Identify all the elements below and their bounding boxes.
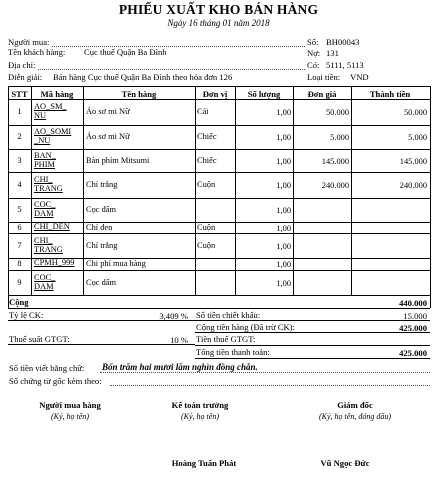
row-code-line1: CHI_ xyxy=(34,175,53,184)
table-header-border xyxy=(8,99,430,100)
row-item-name: Chỉ đen xyxy=(86,223,113,232)
credit-label: Có: xyxy=(307,60,320,70)
col-header-amount: Thành tiền xyxy=(369,89,411,99)
row-unit: Cuộn xyxy=(197,241,216,250)
row-stt: 6 xyxy=(17,223,22,232)
row-stt: 4 xyxy=(17,180,22,189)
row-code-line2: NU xyxy=(34,111,47,120)
row-stt: 7 xyxy=(17,241,22,250)
col-header-code: Mã hàng xyxy=(40,89,74,99)
row-stt: 1 xyxy=(17,107,22,116)
row-unit-price: 50.000 xyxy=(325,108,349,117)
vat-amount-label: Tiền thuế GTGT: xyxy=(196,334,256,344)
credit-value: 5111, 5113 xyxy=(326,60,364,70)
row-quantity: 1,00 xyxy=(276,224,291,233)
row-unit: Chiếc xyxy=(197,132,217,141)
attached-docs-label: Số chứng từ gốc kèm theo: xyxy=(9,376,102,386)
row-unit: Cuộn xyxy=(197,223,216,232)
signer-accountant-role: Kế toán trưởng xyxy=(171,400,229,410)
explain-label: Diễn giải: xyxy=(8,72,43,82)
signer-accountant-note: (Ký, họ tên) xyxy=(181,412,219,421)
col-header-name: Tên hàng xyxy=(121,89,157,99)
row-unit-price: 240.000 xyxy=(321,181,349,190)
row-unit: Cuộn xyxy=(197,180,216,189)
explain-value: Bán hàng Cục thuế Quận Ba Đình theo hóa đơn 126 xyxy=(53,72,233,82)
column-divider xyxy=(195,86,196,295)
col-header-stt: STT xyxy=(11,89,28,99)
row-amount: 50.000 xyxy=(403,108,427,117)
row-item-name: Áo sơ mi Nữ xyxy=(86,132,130,141)
amount-in-words-value: Bốn trăm hai mươi lăm nghìn đồng chẵn. xyxy=(102,362,258,372)
debit-label: Nợ: xyxy=(307,48,321,58)
vat-rate-value: 10 % xyxy=(170,335,188,345)
debit-value: 131 xyxy=(326,48,339,58)
row-code-line1: COC_ xyxy=(34,200,56,209)
row-quantity: 1,00 xyxy=(276,279,291,288)
table-top-border xyxy=(8,86,430,87)
row-code: CPMH_999 xyxy=(34,258,75,267)
address-label: Địa chỉ: xyxy=(8,60,36,70)
ck-rate-value: 3,409 % xyxy=(159,311,188,321)
row-quantity: 1,00 xyxy=(276,181,291,190)
signer-buyer-role: Người mua hàng xyxy=(39,400,101,410)
currency-label: Loại tiền: xyxy=(307,72,341,82)
signer-director-note: (Ký, họ tên, đóng dấu) xyxy=(319,412,391,421)
row-code-line1: BAN_ xyxy=(34,151,56,160)
customer-value: Cục thuế Quận Ba Đình xyxy=(84,47,167,57)
grand-total-underline xyxy=(195,358,430,359)
total-right-border xyxy=(430,295,431,308)
row-item-name: Chỉ trắng xyxy=(86,180,118,189)
row-item-name: Cọc đấm xyxy=(86,205,117,214)
column-divider xyxy=(351,86,352,295)
column-divider xyxy=(293,86,294,295)
row-item-name: Chi phí mua hàng xyxy=(86,259,146,268)
total-label: Cộng xyxy=(9,297,29,307)
total-value: 440.000 xyxy=(399,298,427,308)
col-header-unit: Đơn vị xyxy=(202,89,228,99)
row-divider xyxy=(8,125,430,126)
amount-in-words-label: Số tiền viết bằng chữ: xyxy=(9,363,85,373)
row-code-line2: PHIM xyxy=(34,160,55,169)
row-divider xyxy=(8,270,430,271)
row-quantity: 1,00 xyxy=(276,133,291,142)
row-code-line2: DAM xyxy=(34,209,54,218)
row-stt: 9 xyxy=(17,278,22,287)
row-code-line1: COC_ xyxy=(34,273,56,282)
column-divider xyxy=(430,86,431,295)
buyer-label: Người mua: xyxy=(8,37,50,47)
row-stt: 2 xyxy=(17,132,22,141)
signer-accountant-name: Hoàng Tuấn Phát xyxy=(171,458,237,468)
number-value: BH00043 xyxy=(326,37,360,47)
row-quantity: 1,00 xyxy=(276,206,291,215)
col-header-qty: Số lượng xyxy=(247,89,281,99)
row-divider xyxy=(8,172,430,173)
ck-amount-label: Số tiền chiết khấu: xyxy=(196,310,261,320)
total-row-border xyxy=(8,308,430,309)
row-item-name: Bàn phím Mitsumi xyxy=(86,156,150,165)
ck-amount-value: 15.000 xyxy=(403,311,427,321)
signer-buyer-note: (Ký, họ tên) xyxy=(51,412,89,421)
row-code: CHI_DEN xyxy=(34,222,70,231)
vat-rate-label: Thuế suất GTGT: xyxy=(9,334,70,344)
row-code-line1: AO_SOMI xyxy=(34,127,72,136)
col-header-price: Đơn giá xyxy=(307,89,337,99)
row-amount: 5.000 xyxy=(408,133,427,142)
row-divider xyxy=(8,198,430,199)
currency-value: VND xyxy=(350,72,369,82)
row-item-name: Chỉ trắng xyxy=(86,241,118,250)
table-bottom-border xyxy=(8,295,430,296)
words-dotted-line xyxy=(100,372,430,373)
row-item-name: Cọc dấm xyxy=(86,278,117,287)
row-code-line1: AO_SM_ xyxy=(34,102,67,111)
grand-total-label: Tổng tiền thanh toán: xyxy=(196,347,270,357)
row-unit-price: 145.000 xyxy=(321,157,349,166)
row-stt: 3 xyxy=(17,156,22,165)
row-quantity: 1,00 xyxy=(276,157,291,166)
vat-amount-underline xyxy=(195,345,430,346)
row-amount: 145.000 xyxy=(399,157,427,166)
row-code-line2: TRANG xyxy=(34,245,63,254)
document-date: Ngày 16 tháng 01 năm 2018 xyxy=(167,18,270,28)
row-code-line2: _NU xyxy=(34,136,51,145)
row-code-line2: DAM xyxy=(34,282,54,291)
row-unit-price: 5.000 xyxy=(330,133,349,142)
row-stt: 8 xyxy=(17,259,22,268)
column-divider xyxy=(31,86,32,295)
number-label: Số: xyxy=(307,37,319,47)
row-item-name: Áo sơ mi Nữ xyxy=(86,107,130,116)
document-title: PHIẾU XUẤT KHO BÁN HÀNG xyxy=(118,2,319,17)
row-divider xyxy=(8,149,430,150)
signer-director-name: Vũ Ngọc Đức xyxy=(320,458,370,468)
row-stt: 5 xyxy=(17,205,22,214)
subtotal-label: Cộng tiền hàng (Đã trừ CK): xyxy=(196,322,295,332)
signer-director-role: Giám đốc xyxy=(337,400,373,410)
row-divider xyxy=(8,233,430,234)
attached-docs-dotted-line xyxy=(110,385,430,386)
row-quantity: 1,00 xyxy=(276,242,291,251)
subtotal-value: 425.000 xyxy=(399,323,427,333)
row-quantity: 1,00 xyxy=(276,260,291,269)
row-unit: Chiếc xyxy=(197,156,217,165)
row-quantity: 1,00 xyxy=(276,108,291,117)
address-dotted-line xyxy=(38,69,305,70)
row-amount: 240.000 xyxy=(399,181,427,190)
customer-label: Tên khách hàng: xyxy=(8,47,66,57)
grand-total-value: 425.000 xyxy=(399,348,427,358)
ck-rate-label: Tỷ lệ CK: xyxy=(9,310,44,320)
row-unit: Cái xyxy=(197,107,209,116)
row-code-line2: TRANG xyxy=(34,184,63,193)
row-code-line1: CHI_ xyxy=(34,236,53,245)
